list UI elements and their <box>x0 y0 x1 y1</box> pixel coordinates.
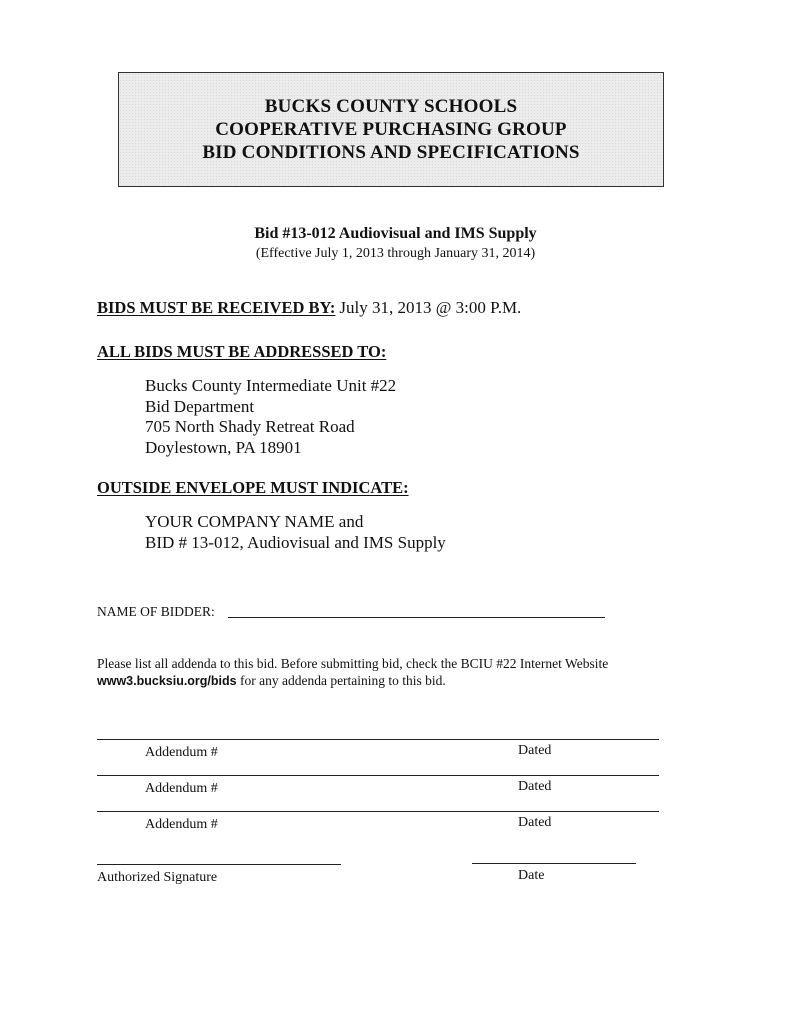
addendum-dated-label: Dated <box>518 779 552 794</box>
addendum-label: Addendum # <box>145 781 218 796</box>
header-line-group: COOPERATIVE PURCHASING GROUP <box>215 119 567 140</box>
deadline-heading: BIDS MUST BE RECEIVED BY: <box>97 298 336 317</box>
envelope-line: BID # 13-012, Audiovisual and IMS Supply <box>145 532 446 552</box>
addenda-instructions-text-end: for any addenda pertaining to this bid. <box>236 673 446 688</box>
address-line: 705 North Shady Retreat Road <box>145 417 355 436</box>
envelope-block <box>145 512 446 553</box>
addendum-dated-label: Dated <box>518 815 552 830</box>
bidder-name-line[interactable] <box>228 617 605 618</box>
signature-label: Authorized Signature <box>97 870 218 885</box>
header-line-organization: BUCKS COUNTY SCHOOLS <box>264 96 518 117</box>
bid-effective-dates: (Effective July 1, 2013 through January 31, 2014) <box>255 246 536 261</box>
address-line: Doylestown, PA 18901 <box>145 437 302 457</box>
addendum-label: Addendum # <box>145 745 218 760</box>
address-heading: ALL BIDS MUST BE ADDRESSED TO: <box>97 342 387 361</box>
bid-title: Bid #13-012 Audiovisual and IMS Supply <box>254 225 537 242</box>
date-label: Date <box>518 868 545 883</box>
document-header-box <box>118 72 664 187</box>
addenda-instructions-text: Please list all addenda to this bid. Before submitting bid, check the BCIU #22 Internet Website <box>97 656 609 671</box>
addendum-line[interactable] <box>97 811 659 812</box>
addendum-line[interactable] <box>97 775 659 776</box>
deadline-row <box>97 298 521 318</box>
bidder-label: NAME OF BIDDER: <box>97 604 215 619</box>
signature-line[interactable] <box>97 864 341 865</box>
header-line-title: BID CONDITIONS AND SPECIFICATIONS <box>202 142 580 163</box>
addendum-dated-label: Dated <box>518 743 552 758</box>
addenda-instructions <box>97 655 697 690</box>
envelope-line: YOUR COMPANY NAME and <box>145 512 364 531</box>
deadline-value: July 31, 2013 @ 3:00 P.M. <box>339 298 522 317</box>
addendum-label: Addendum # <box>145 817 218 832</box>
address-block <box>145 376 396 458</box>
address-line: Bid Department <box>145 396 255 416</box>
addendum-line[interactable] <box>97 739 659 740</box>
address-line: Bucks County Intermediate Unit #22 <box>145 376 397 395</box>
envelope-heading: OUTSIDE ENVELOPE MUST INDICATE: <box>97 478 409 497</box>
date-line[interactable] <box>472 863 636 864</box>
website-link[interactable]: www3.bucksiu.org/bids <box>97 674 237 688</box>
